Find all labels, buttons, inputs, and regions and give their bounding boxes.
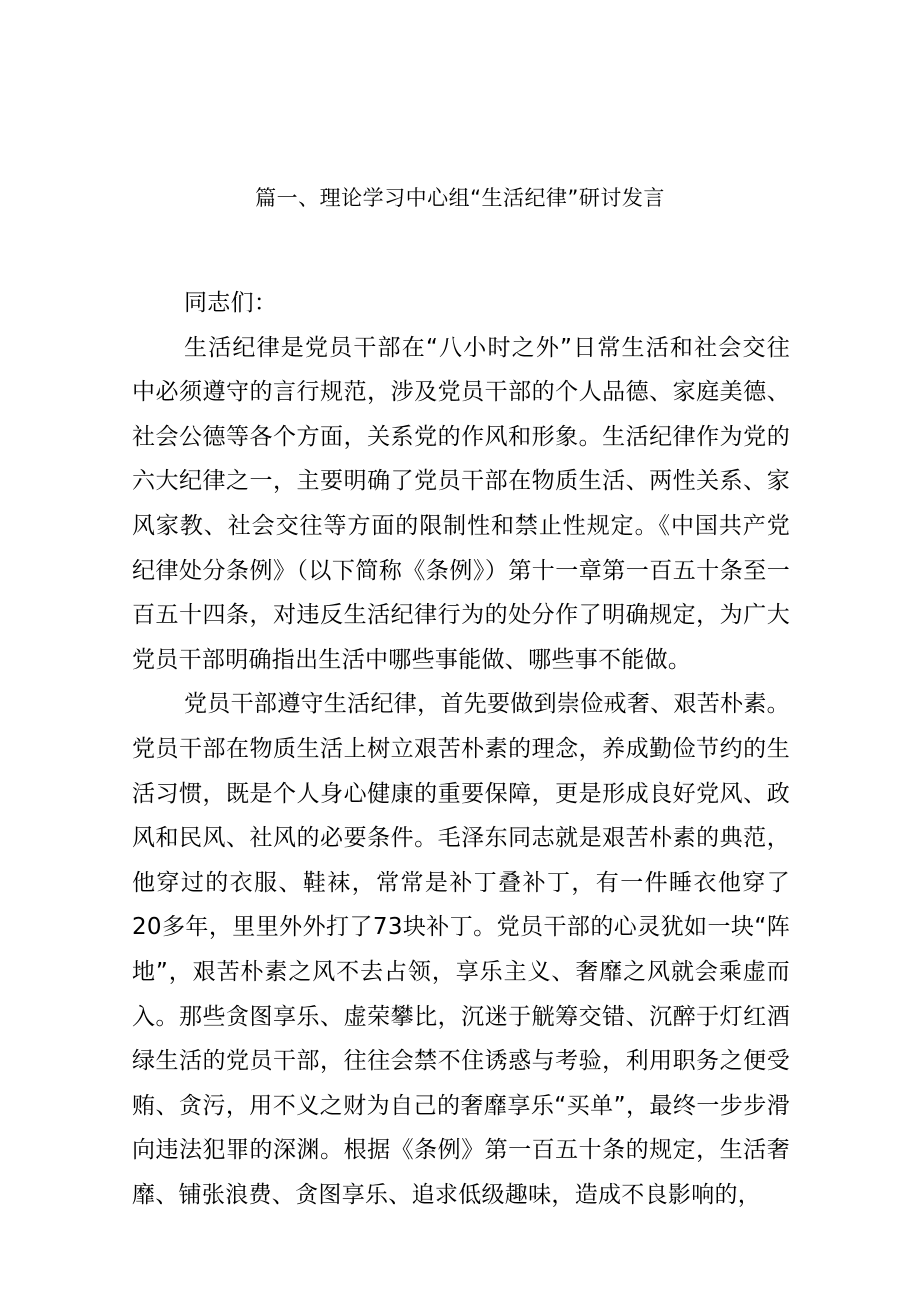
greeting: 同志们： [184,290,278,316]
paragraph: 党员干部遵守生活纪律，首先要做到崇俭戒奢、艰苦朴素。党员干部在物质生活上树立艰苦朴素的理念，养成勤俭节约的生活习惯，既是个人身心健康的重要保障，更是形成良好党风、政风和民风、社风的必要条件。毛泽东同志就是艰苦朴素的典范，他穿过的衣服、鞋袜，常常是补丁叠补丁，有一件睡衣他穿了20多年，里里外外打了73块补丁。党员干部的心灵犹如一块“阵地”，艰苦朴素之风不去占领，享乐主义、奢靡之风就会乘虚而入。那些贪图享乐、虚荣攀比，沉迷于觥筹交错、沉醉于灯红酒绿生活的党员干部，往往会禁不住诱惑与考验，利用职务之便受贿、贪污，用不义之财为自己的奢靡享乐“买单”，最终一步步滑向违法犯罪的深渊。根据《条例》第一百五十条的规定，生活奢靡、铺张浪费、贪图享乐、追求低级趣味，造成不良影响的， [132,691,790,1208]
paragraph: 生活纪律是党员干部在“八小时之外”日常生活和社会交往中必须遵守的言行规范，涉及党员干部的个人品德、家庭美德、社会公德等各个方面，关系党的作风和形象。生活纪律作为党的六大纪律之一，主要明确了党员干部在物质生活、两性关系、家风家教、社会交往等方面的限制性和禁止性规定。《中国共产党纪律处分条例》（以下简称《条例》）第十一章第一百五十条至一百五十四条，对违反生活纪律行为的处分作了明确规定，为广大党员干部明确指出生活中哪些事能做、哪些事不能做。 [132,334,790,673]
document-title: 篇一、理论学习中心组“生活纪律”研讨发言 [255,186,665,210]
document-body [132,281,790,1217]
